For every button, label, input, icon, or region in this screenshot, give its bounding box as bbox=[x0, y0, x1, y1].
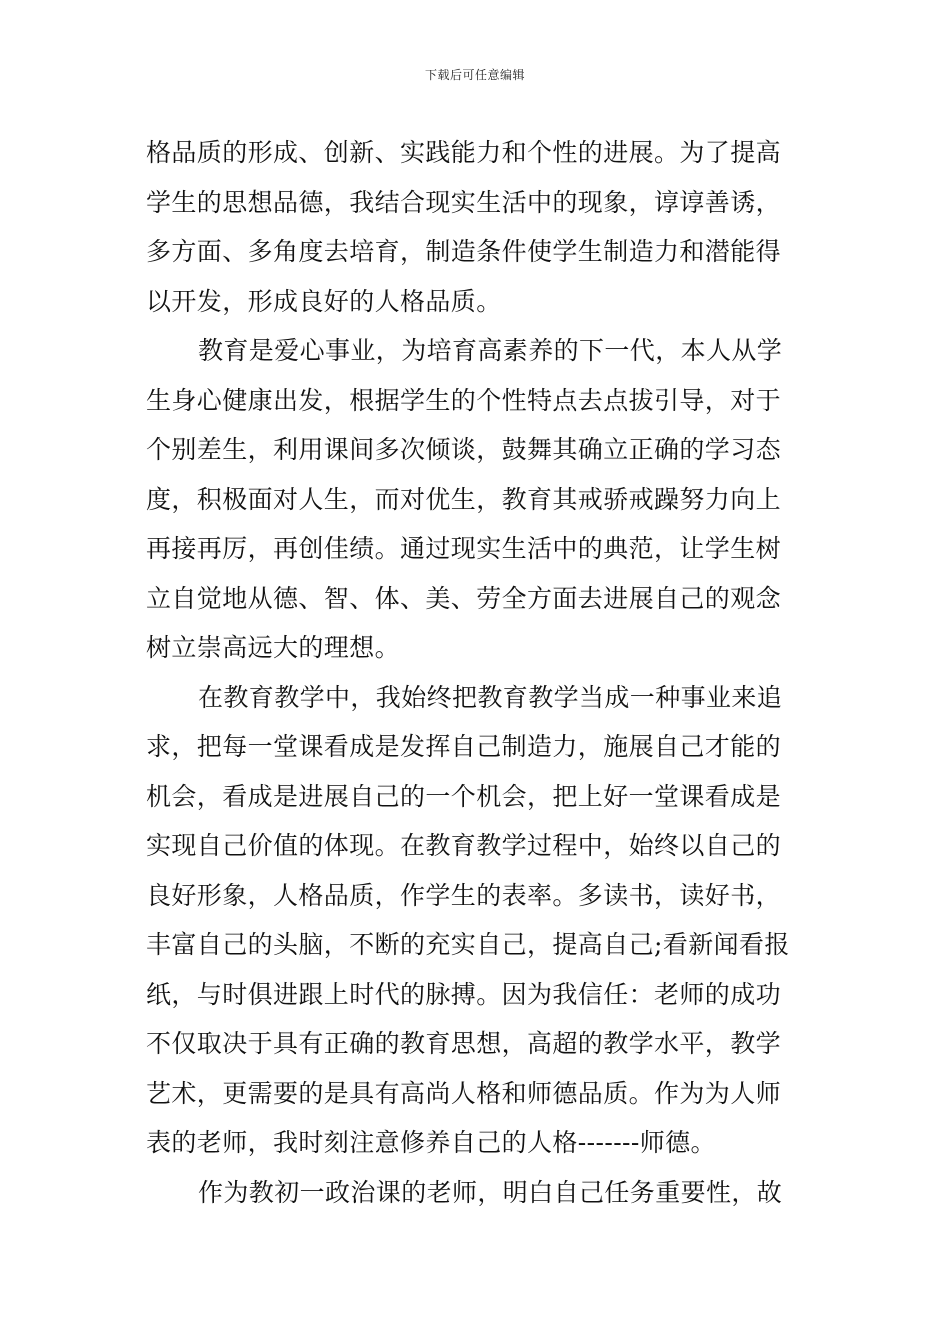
text-line: 作为教初一政治课的老师，明白自己任务重要性，故 bbox=[198, 1177, 783, 1207]
text-line: 教育是爱心事业，为培育高素养的下一代，本人从学 bbox=[198, 336, 783, 365]
text-line: 艺术，更需要的是具有高尚人格和师德品质。作为为人师 bbox=[146, 1078, 782, 1108]
text-line: 良好形象，人格品质，作学生的表率。多读书，读好书， bbox=[146, 880, 782, 910]
text-line: 表的老师，我时刻注意修养自己的人格-------师德。 bbox=[146, 1128, 716, 1157]
text-line: 丰富自己的头脑，不断的充实自己，提高自己;看新闻看报 bbox=[146, 930, 790, 959]
text-line: 多方面、多角度去培育，制造条件使学生制造力和潜能得 bbox=[146, 237, 782, 266]
text-line: 不仅取决于具有正确的教育思想，高超的教学水平，教学 bbox=[146, 1029, 782, 1058]
text-line: 立自觉地从德、智、体、美、劳全方面去进展自己的观念 bbox=[146, 583, 782, 613]
text-line: 实现自己价值的体现。在教育教学过程中，始终以自己的 bbox=[146, 831, 782, 860]
text-line: 以开发，形成良好的人格品质。 bbox=[146, 286, 502, 316]
text-line: 求，把每一堂课看成是发挥自己制造力，施展自己才能的 bbox=[146, 732, 782, 761]
text-line: 树立崇高远大的理想。 bbox=[146, 633, 401, 662]
paragraph-2 bbox=[146, 326, 810, 673]
paragraph-4 bbox=[146, 1168, 810, 1218]
text-line: 再接再厉，再创佳绩。通过现实生活中的典范，让学生树 bbox=[146, 534, 782, 563]
text-line: 格品质的形成、创新、实践能力和个性的进展。为了提高 bbox=[146, 138, 782, 167]
text-line: 度，积极面对人生，而对优生，教育其戒骄戒躁努力向上 bbox=[146, 484, 782, 514]
paragraph-3 bbox=[146, 673, 810, 1168]
document-body bbox=[146, 128, 810, 1217]
page-header: 下载后可任意编辑 bbox=[424, 68, 525, 82]
paragraph-1 bbox=[146, 128, 810, 326]
text-line: 纸，与时俱进跟上时代的脉搏。因为我信任：老师的成功 bbox=[146, 979, 782, 1009]
text-line: 生身心健康出发，根据学生的个性特点去点拔引导，对于 bbox=[146, 385, 782, 415]
text-line: 在教育教学中，我始终把教育教学当成一种事业来追 bbox=[198, 682, 783, 712]
text-line: 学生的思想品德，我结合现实生活中的现象，谆谆善诱， bbox=[146, 187, 782, 217]
text-line: 个别差生，利用课间多次倾谈，鼓舞其确立正确的学习态 bbox=[146, 435, 782, 464]
text-line: 机会，看成是进展自己的一个机会，把上好一堂课看成是 bbox=[146, 781, 782, 811]
